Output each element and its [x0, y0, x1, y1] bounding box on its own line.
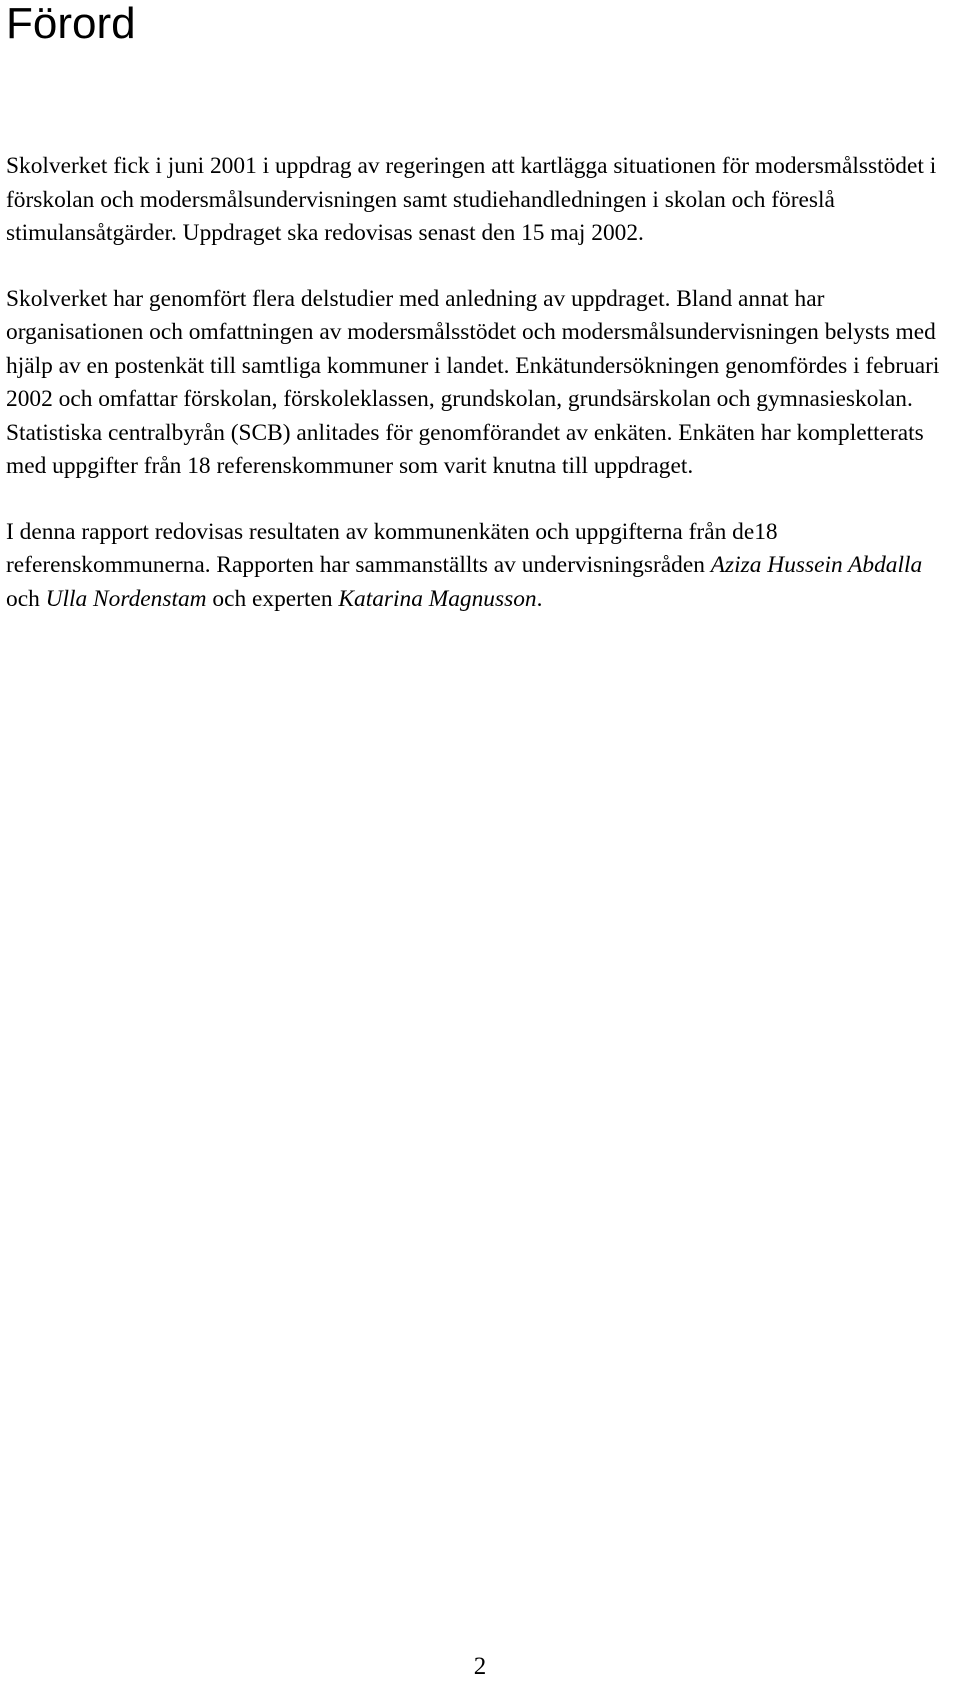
page-number: 2 [473, 1653, 487, 1680]
page-title: Förord [6, 0, 136, 48]
paragraph-3-intro: I denna rapport redovisas resultaten av kommunenkäten och uppgifterna från de18 referenskommunerna. Rapporten har sammanställts av undervisningsråden [6, 518, 778, 578]
author-name-aziza: Aziza Hussein Abdalla [710, 552, 923, 578]
author-name-ulla: Ulla Nordenstam [45, 585, 207, 612]
paragraph-3 [6, 516, 954, 617]
paragraph-2: Skolverket har genomfört flera delstudier med anledning av uppdraget. Bland annat har organisationen och omfattningen av modersmålsstödet och modersmålsundervisningen belysts med hjälp av en postenkät till samtliga kommuner i landet. Enkätundersökningen genomfördes i februari 2002 och omfattar förskolan, förskoleklassen, grundskolan, grundsärskolan och gymnasieskolan. Statistiska centralbyrån (SCB) anlitades för genomförandet av enkäten. Enkäten har kompletterats med uppgifter från 18 referenskommuner som varit knutna till uppdraget. [6, 285, 940, 479]
paragraph-3-expert-intro: och experten [206, 585, 339, 612]
expert-name-katarina: Katarina Magnusson [338, 585, 537, 612]
paragraph-1: Skolverket fick i juni 2001 i uppdrag av regeringen att kartlägga situationen för modersmålsstödet i förskolan och modersmålsundervisningen samt studiehandledningen i skolan och föreslå stimulansåtgärder. Uppdraget ska redovisas senast den 15 maj 2002. [6, 153, 937, 246]
paragraph-3-and: och [6, 585, 46, 612]
paragraph-3-end: . [536, 585, 543, 612]
document-body [6, 150, 954, 616]
